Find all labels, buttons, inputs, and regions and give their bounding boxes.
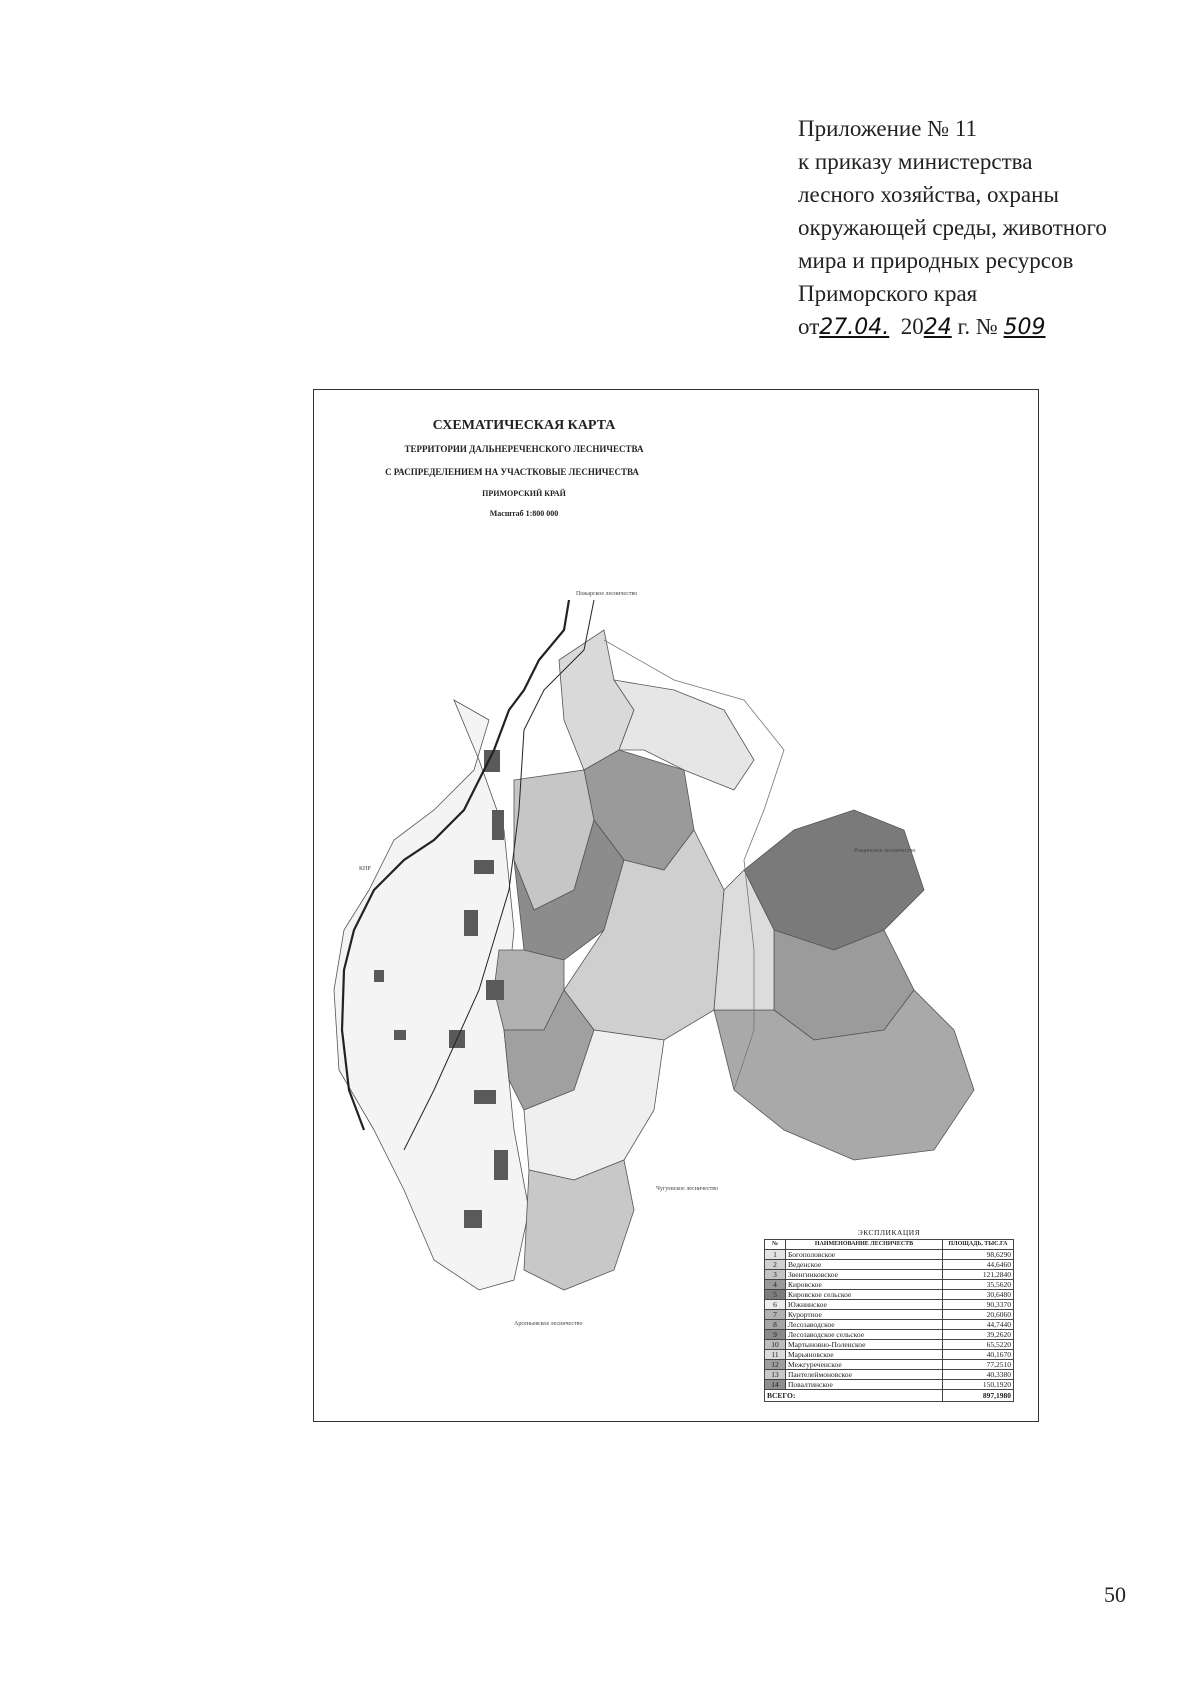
legend-row [765,1300,1014,1310]
legend-row-area: 40,1670 [943,1350,1014,1360]
legend-row [765,1280,1014,1290]
legend-row-swatch [765,1270,786,1280]
year-prefix: 20 [900,314,924,339]
legend-row-number: 6 [773,1300,777,1309]
legend-row-area: 90,3370 [943,1300,1014,1310]
legend-row-number: 10 [771,1340,779,1349]
legend-row-swatch [765,1330,786,1340]
legend-row-area: 121,2840 [943,1270,1014,1280]
legend-row-name: Богополовское [786,1250,943,1260]
legend-row-swatch [765,1380,786,1390]
legend-row-area: 44,6460 [943,1260,1014,1270]
legend-row [765,1250,1014,1260]
year-suffix: г. № [957,314,998,339]
legend-row-area: 35,5620 [943,1280,1014,1290]
map-region: ПРИМОРСКИЙ КРАЙ [482,489,566,498]
map-subtitle-territory: ТЕРРИТОРИИ ДАЛЬНЕРЕЧЕНСКОГО ЛЕСНИЧЕСТВА [404,444,644,454]
map-frame [313,389,1039,1422]
map-scale: Масштаб 1:800 000 [489,509,559,518]
legend-explication [764,1228,1014,1402]
appendix-line-4: окружающей среды, животного [798,215,1107,240]
legend-row-name: Курортное [786,1310,943,1320]
handwritten-year: 24 [923,315,952,340]
legend-row [765,1370,1014,1380]
legend-row-area: 150,1920 [943,1380,1014,1390]
legend-row [765,1260,1014,1270]
legend-row-name: Повалтинское [786,1380,943,1390]
legend-row-number: 11 [771,1350,779,1359]
map-subtitle-distribution: С РАСПРЕДЕЛЕНИЕМ НА УЧАСТКОВЫЕ ЛЕСНИЧЕСТВА [385,467,639,477]
legend-row-swatch [765,1310,786,1320]
legend-row-number: 3 [773,1270,777,1279]
label-north-neighbor: Пожарское лесничество [576,591,638,597]
handwritten-date: 27.04. [819,315,890,340]
legend-total-value: 897,1980 [943,1390,1014,1402]
label-southwest-neighbor: Арсеньевское лесничество [514,1321,583,1327]
legend-row-name: Кировское сельское [786,1290,943,1300]
legend-row-name: Кировское [786,1280,943,1290]
legend-row-name: Лесозаводское [786,1320,943,1330]
legend-row-name: Лесозаводское сельское [786,1330,943,1340]
legend-row-area: 39,2620 [943,1330,1014,1340]
order-date-line [798,310,1178,344]
appendix-line-6: Приморского края [798,281,978,306]
legend-row-number: 5 [773,1290,777,1299]
legend-row-name: Звенгинковское [786,1270,943,1280]
legend-row-area: 77,2510 [943,1360,1014,1370]
legend-row-swatch [765,1360,786,1370]
legend-row-area: 98,6290 [943,1250,1014,1260]
label-china: КНР [359,866,371,872]
legend-row-swatch [765,1350,786,1360]
appendix-header [798,112,1178,344]
legend-row-number: 13 [771,1370,779,1379]
legend-row [765,1380,1014,1390]
legend-row-number: 9 [773,1330,777,1339]
legend-row-swatch [765,1250,786,1260]
appendix-line-5: мира и природных ресурсов [798,248,1074,273]
legend-total-label: ВСЕГО: [765,1390,943,1402]
map-title: СХЕМАТИЧЕСКАЯ КАРТА [432,418,616,433]
legend-row-swatch [765,1340,786,1350]
legend-row [765,1340,1014,1350]
legend-row-number: 14 [771,1380,779,1389]
legend-col-name: НАИМЕНОВАНИЕ ЛЕСНИЧЕСТВ [786,1240,943,1250]
legend-row-swatch [765,1300,786,1310]
legend-row [765,1360,1014,1370]
legend-row [765,1350,1014,1360]
legend-row-area: 30,6480 [943,1290,1014,1300]
appendix-line-3: лесного хозяйства, охраны [798,182,1059,207]
label-east-neighbor: Рощинское лесничество [854,848,916,854]
handwritten-order-number: 509 [1003,315,1046,340]
legend-row-number: 4 [773,1280,777,1289]
legend-row-swatch [765,1370,786,1380]
legend-row [765,1330,1014,1340]
legend-rows [765,1250,1014,1390]
legend-row [765,1310,1014,1320]
appendix-number: Приложение № 11 [798,116,978,141]
legend-row-number: 8 [773,1320,777,1329]
legend-row [765,1270,1014,1280]
legend-row-number: 12 [771,1360,779,1369]
legend-row [765,1290,1014,1300]
legend-row-area: 65,5220 [943,1340,1014,1350]
appendix-line-2: к приказу министерства [798,149,1033,174]
page-number: 50 [1104,1582,1126,1607]
legend-row-name: Веденское [786,1260,943,1270]
legend-row-name: Южнинское [786,1300,943,1310]
legend-row [765,1320,1014,1330]
legend-total-row [765,1390,1014,1402]
legend-row-area: 40,3380 [943,1370,1014,1380]
legend-row-swatch [765,1320,786,1330]
legend-row-area: 20,6060 [943,1310,1014,1320]
legend-row-swatch [765,1260,786,1270]
legend-row-name: Межгуреченское [786,1360,943,1370]
legend-row-name: Мартыновно-Поленское [786,1340,943,1350]
legend-row-area: 44,7440 [943,1320,1014,1330]
legend-row-number: 2 [773,1260,777,1269]
legend-table [764,1239,1014,1402]
legend-col-num: № [765,1240,786,1250]
legend-col-area: ПЛОЩАДЬ, ТЫС.ГА [943,1240,1014,1250]
legend-row-swatch [765,1290,786,1300]
legend-row-number: 7 [773,1310,777,1319]
district-11 [524,1160,634,1290]
legend-row-name: Пантелеймоновское [786,1370,943,1380]
legend-row-number: 1 [773,1250,777,1259]
legend-row-swatch [765,1280,786,1290]
legend-title: ЭКСПЛИКАЦИЯ [857,1228,921,1237]
label-south-neighbor: Чугуевское лесничество [656,1186,719,1192]
date-prefix: от [798,314,820,339]
legend-row-name: Марьяновское [786,1350,943,1360]
